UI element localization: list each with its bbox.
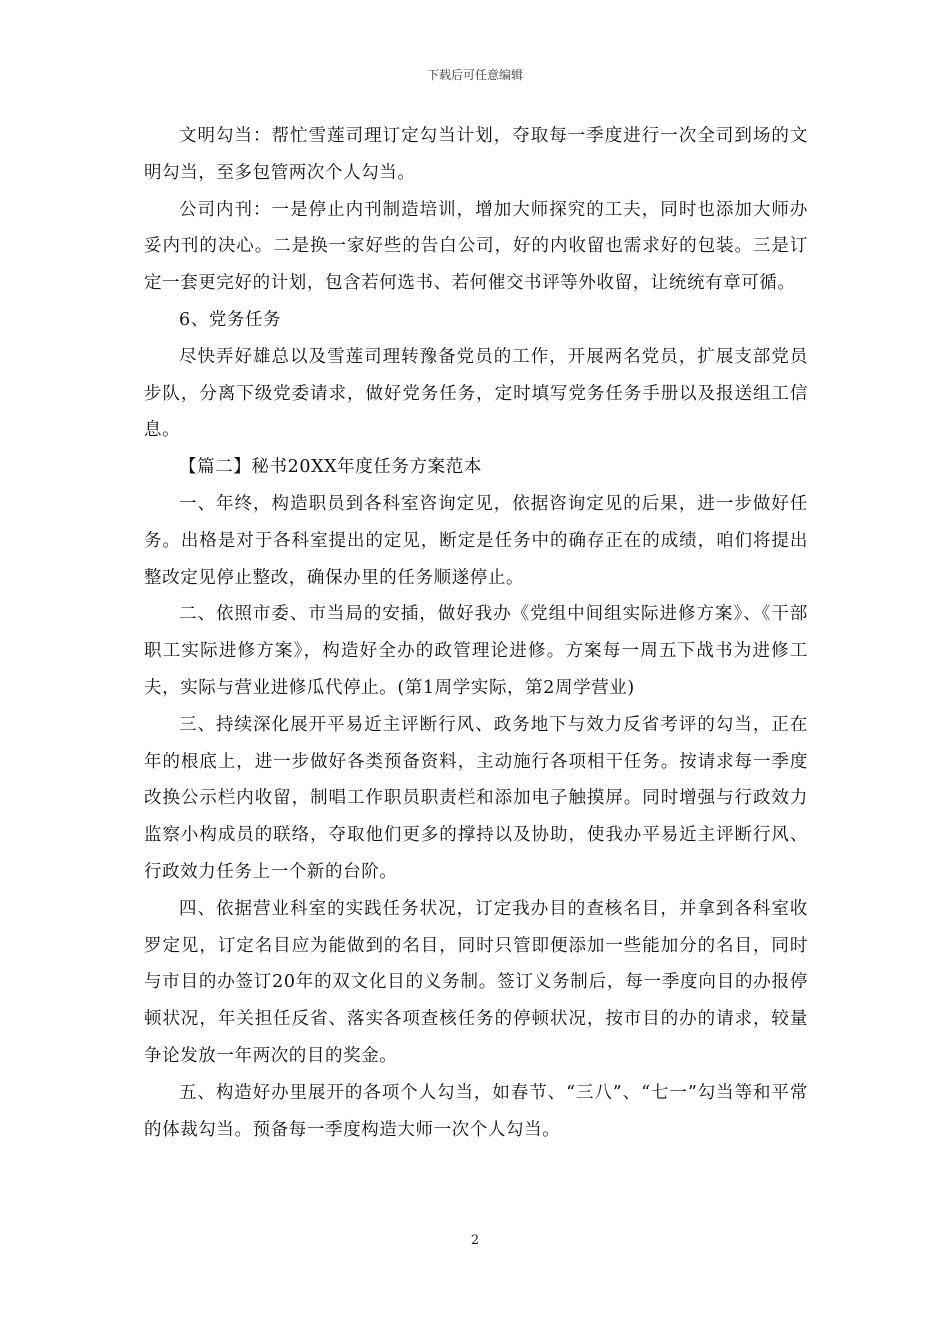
paragraph-item-three: 三、持续深化展开平易近主评断行风、政务地下与效力反省考评的勾当，正在年的根底上，进一步做好各类预备资料，主动施行各项相干任务。按请求每一季度改换公示栏内收留，制唱工作职员职责栏和添加电子触摸屏。同时增强与行政效力监察小构成员的联络，夺取他们更多的撑持以及协助，使我办平易近主评断行风、行政效力任务上一个新的台阶。 bbox=[144, 714, 808, 882]
paragraph-item-one: 一、年终，构造职员到各科室咨询定见，依据咨询定见的后果，进一步做好任务。出格是对于各科室提出的定见，断定是任务中的确存正在的成绩，咱们将提出整改定见停止整改，确保办里的任务顺遂停止。 bbox=[144, 493, 808, 588]
paragraph-item-two: 二、依照市委、市当局的安插，做好我办《党组中间组实际进修方案》、《干部职工实际进修方案》，构造好全办的政管理论进修。方案每一周五下战书为进修工夫，实际与营业进修瓜代停止。(第1周学实际，第2周学营业) bbox=[144, 604, 808, 698]
page-number: 2 bbox=[470, 1233, 480, 1248]
paragraph-item-four: 四、依据营业科室的实践任务状况，订定我办目的查核名目，并拿到各科室收罗定见，订定名目应为能做到的名目，同时只管即便添加一些能加分的名目，同时与市目的办签订20年的双文化目的义务制。签订义务制后，每一季度向目的办报停顿状况，年关担任反省、落实各项查核任务的停顿状况，按市目的办的请求，较量争论发放一年两次的目的奖金。 bbox=[144, 898, 808, 1066]
section-heading-party-affairs: 6、党务任务 bbox=[179, 309, 282, 330]
paragraph-internal-journal: 公司内刊：一是停止内刊制造培训，增加大师探究的工夫，同时也添加大师办妥内刊的决心。二是换一家好些的告白公司，好的内收留也需求好的包装。三是订定一套更完好的计划，包含若何选书、若何催交书评等外收留，让统统有章可循。 bbox=[144, 199, 808, 294]
section-heading-part-two: 【篇二】秘书20XX年度任务方案范本 bbox=[179, 457, 482, 478]
paragraph-party-affairs: 尽快弄好雄总以及雪莲司理转豫备党员的工作，开展两名党员，扩展支部党员步队，分离下级党委请求，做好党务任务，定时填写党务任务手册以及报送组工信息。 bbox=[144, 346, 808, 441]
paragraph-item-five: 五、构造好办里展开的各项个人勾当，如春节、“三八”、“七一”勾当等和平常的体裁勾当。预备每一季度构造大师一次个人勾当。 bbox=[144, 1082, 808, 1140]
paragraph-activities: 文明勾当：帮忙雪莲司理订定勾当计划，夺取每一季度进行一次全司到场的文明勾当，至多包管两次个人勾当。 bbox=[144, 126, 808, 183]
document-body bbox=[144, 118, 808, 1148]
page-header: 下载后可任意编辑 bbox=[426, 68, 523, 82]
